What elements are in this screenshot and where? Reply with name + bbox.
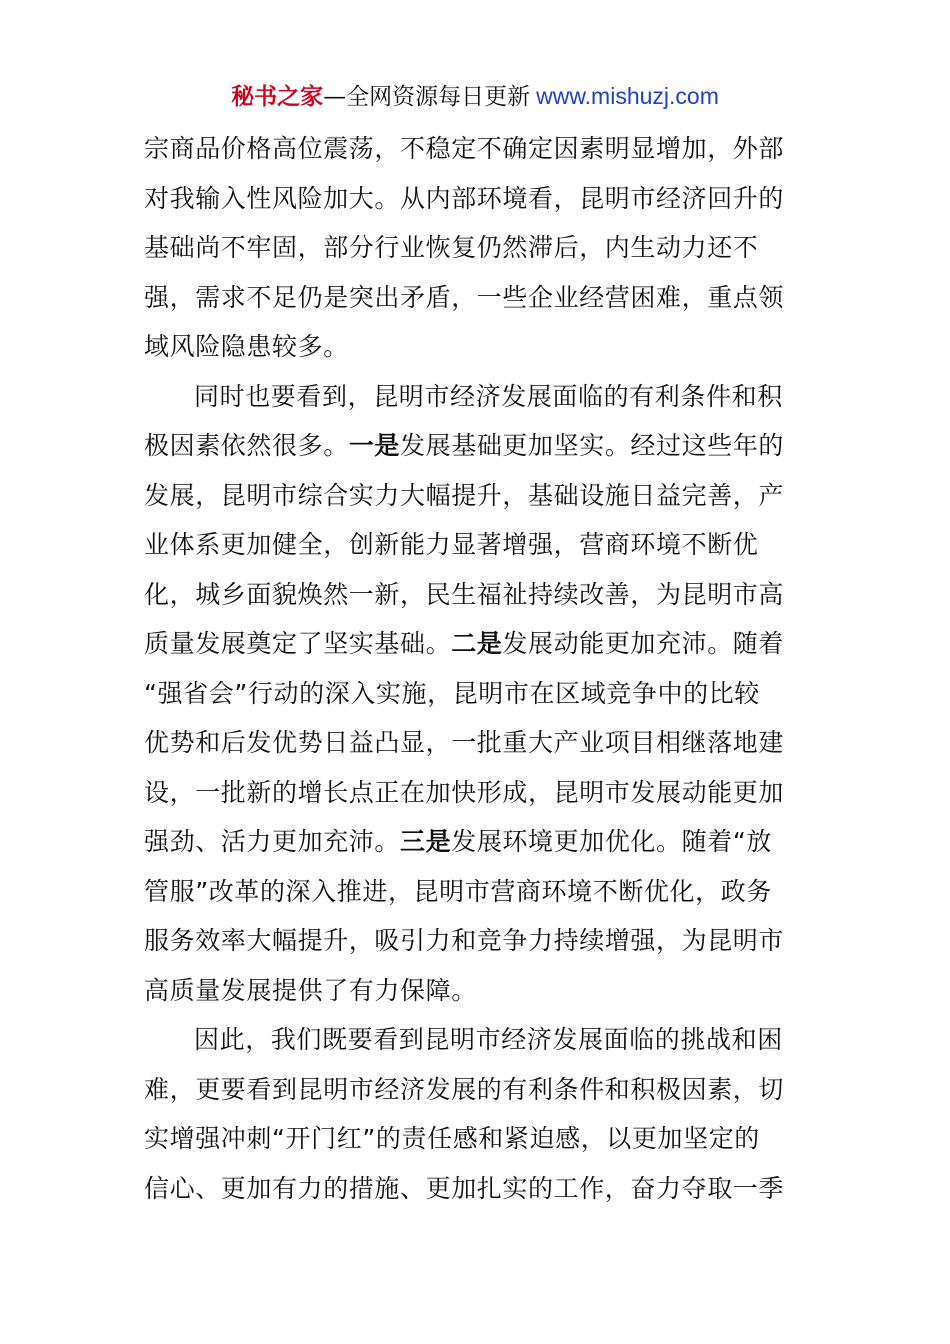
text-segment: 域风险隐患较多。: [144, 332, 349, 361]
text-line: [144, 619, 814, 669]
header-tagline: 全网资源每日更新: [346, 84, 531, 110]
text-line: [144, 916, 814, 966]
text-line: [144, 570, 814, 620]
text-line: [144, 1065, 814, 1115]
brand-name: 秘书之家: [231, 84, 324, 110]
text-line: [144, 471, 814, 521]
text-line: [144, 174, 814, 224]
text-line: [144, 322, 814, 372]
text-line: [144, 1164, 814, 1214]
document-body: [144, 124, 814, 1213]
text-line: [144, 718, 814, 768]
text-segment: 难，更要看到昆明市经济发展的有利条件和积极因素，切: [144, 1074, 785, 1104]
text-segment: 发展基础更加坚实。经过这些年的: [400, 431, 785, 460]
text-segment: 设，一批新的增长点正在加快形成，昆明市发展动能更加: [144, 777, 785, 807]
text-line: [144, 966, 814, 1016]
text-segment: 因此，我们既要看到昆明市经济发展面临的挑战和困: [194, 1025, 783, 1054]
text-segment: 强劲、活力更加充沛。: [144, 827, 401, 856]
text-segment: 质量发展奠定了坚实基础。: [144, 629, 452, 658]
text-segment: 实增强冲刺“开门红”的责任感和紧迫感，以更加坚定的: [144, 1124, 760, 1153]
text-segment: 强，需求不足仍是突出矛盾，一些企业经营困难，重点领: [144, 282, 785, 312]
text-line: [144, 1015, 814, 1065]
text-segment: 发展动能更加充沛。随着: [502, 629, 785, 658]
site-url-link[interactable]: www.mishuzj.com: [536, 83, 719, 109]
page-header: [0, 80, 950, 113]
text-line: [144, 372, 814, 422]
text-segment: 同时也要看到，昆明市经济发展面临的有利条件和积: [194, 381, 783, 411]
text-segment: 化，城乡面貌焕然一新，民生福祉持续改善，为昆明市高: [144, 579, 785, 609]
text-segment: 发展，昆明市综合实力大幅提升，基础设施日益完善，产: [144, 480, 785, 510]
bold-marker: 一是: [348, 431, 401, 460]
text-line: [144, 768, 814, 818]
text-line: [144, 421, 814, 471]
text-segment: 宗商品价格高位震荡，不稳定不确定因素明显增加，外部: [144, 134, 785, 163]
text-segment: 高质量发展提供了有力保障。: [144, 975, 477, 1005]
text-line: [144, 223, 814, 273]
text-segment: 服务效率大幅提升，吸引力和竞争力持续增强，为昆明市: [144, 926, 785, 955]
text-segment: “强省会”行动的深入实施，昆明市在区域竞争中的比较: [144, 678, 760, 708]
text-segment: 管服”改革的深入推进，昆明市营商环境不断优化，政务: [144, 876, 772, 906]
bold-marker: 三是: [400, 827, 452, 856]
text-line: [144, 520, 814, 570]
text-segment: 信心、更加有力的措施、更加扎实的工作，奋力夺取一季: [144, 1173, 785, 1203]
text-segment: 极因素依然很多。: [144, 431, 349, 460]
bold-marker: 二是: [451, 629, 503, 658]
text-line: [144, 273, 814, 323]
text-line: [144, 1114, 814, 1164]
text-line: [144, 867, 814, 917]
text-segment: 基础尚不牢固，部分行业恢复仍然滞后，内生动力还不: [144, 233, 759, 262]
text-segment: 对我输入性风险加大。从内部环境看，昆明市经济回升的: [144, 183, 785, 213]
text-line: [144, 124, 814, 174]
header-dash: —: [323, 84, 347, 110]
text-line: [144, 817, 814, 867]
text-segment: 业体系更加健全，创新能力显著增强，营商环境不断优: [144, 530, 759, 559]
text-line: [144, 669, 814, 719]
text-segment: 发展环境更加优化。随着“放: [451, 827, 772, 856]
text-segment: 优势和后发优势日益凸显，一批重大产业项目相继落地建: [144, 728, 785, 757]
